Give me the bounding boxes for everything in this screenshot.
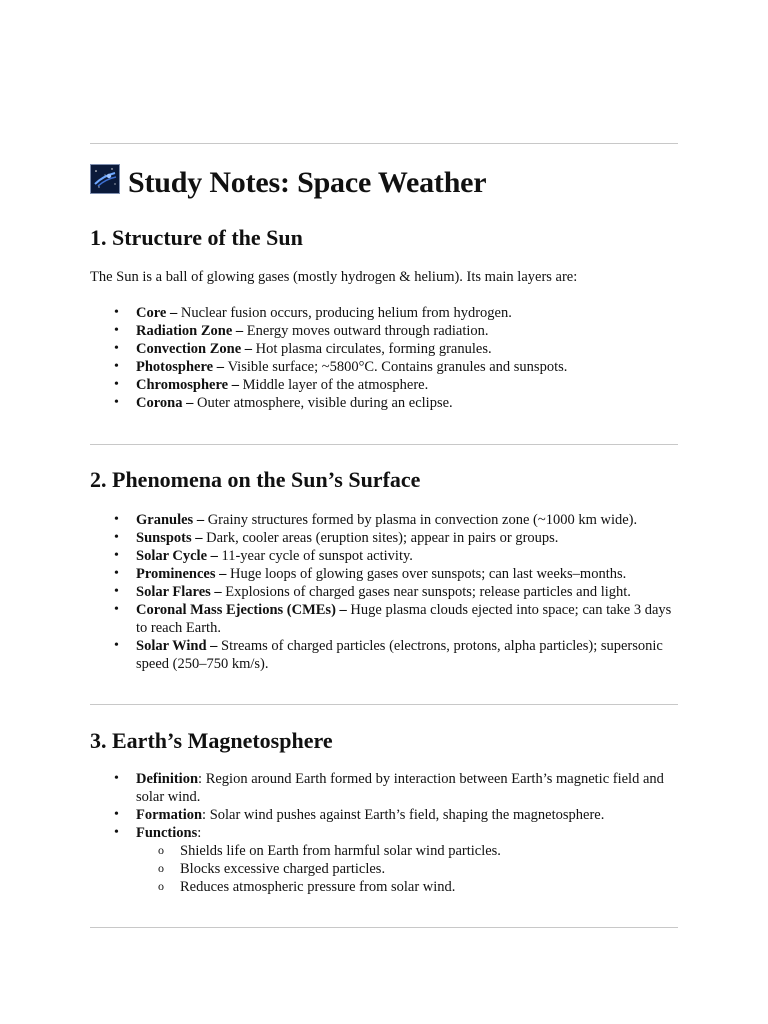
list-item [90, 637, 678, 673]
item-separator: – [191, 530, 207, 546]
list-item [90, 511, 678, 529]
divider [90, 143, 678, 144]
divider [90, 927, 678, 928]
space-image-icon [90, 164, 120, 194]
item-description: Outer atmosphere, visible during an eclipse. [196, 395, 453, 411]
item-description: Huge plasma clouds ejected into space; can take 3 days to reach Earth. [136, 602, 672, 636]
item-description: Huge loops of glowing gases over sunspots; can last weeks–months. [229, 566, 627, 582]
item-separator: – [207, 548, 222, 564]
item-term: Core [136, 305, 167, 321]
item-separator: – [193, 512, 208, 528]
item-separator: – [215, 566, 230, 582]
sublist-item: o Shields life on Earth from harmful solar wind particles. [136, 842, 678, 860]
list-item [90, 770, 678, 806]
item-term: Prominences [136, 566, 216, 582]
item-separator: : [198, 771, 206, 787]
item-description: Energy moves outward through radiation. [246, 323, 489, 339]
list-item [90, 358, 678, 376]
item-description: Dark, cooler areas (eruption sites); appear in pairs or groups. [206, 530, 559, 546]
item-description: Explosions of charged gases near sunspots; release particles and light. [225, 584, 631, 600]
item-term: Functions [136, 825, 198, 841]
item-separator: – [182, 395, 197, 411]
item-term: Solar Wind [136, 638, 207, 654]
item-description: Solar wind pushes against Earth’s field, shaping the magnetosphere. [209, 807, 605, 823]
list-item [90, 565, 678, 583]
sublist-item: o Blocks excessive charged particles. [136, 860, 678, 878]
list-item [90, 304, 678, 322]
list-item [90, 376, 678, 394]
sublist-item: o Reduces atmospheric pressure from solar wind. [136, 878, 678, 896]
sun-layers-list [90, 304, 678, 412]
item-separator: – [210, 584, 226, 600]
item-term: Photosphere [136, 359, 214, 375]
item-term: Definition [136, 771, 199, 787]
title-row [90, 163, 486, 203]
item-term: Radiation Zone [136, 323, 233, 339]
section-intro: The Sun is a ball of glowing gases (mostly hydrogen & helium). Its main layers are: [90, 269, 578, 285]
item-separator: – [213, 359, 228, 375]
item-term: Chromosphere [136, 377, 229, 393]
item-separator: – [335, 602, 351, 618]
functions-sublist [136, 842, 678, 896]
item-description: Streams of charged particles (electrons, protons, alpha particles); supersonic speed (250–750 km/s). [136, 638, 663, 672]
list-item [90, 583, 678, 601]
item-separator: – [241, 341, 256, 357]
item-description: Region around Earth formed by interaction between Earth’s magnetic field and solar wind. [136, 771, 664, 805]
page-title: Study Notes: Space Weather [128, 166, 487, 199]
item-separator: : [197, 825, 202, 841]
item-term: Sunspots [136, 530, 192, 546]
divider [90, 704, 678, 705]
item-separator: : [202, 807, 210, 823]
section-heading-magnetosphere: 3. Earth’s Magnetosphere [90, 728, 333, 753]
item-separator: – [166, 305, 181, 321]
item-description: Middle layer of the atmosphere. [242, 377, 429, 393]
list-item [90, 529, 678, 547]
item-description: Nuclear fusion occurs, producing helium from hydrogen. [180, 305, 512, 321]
divider [90, 444, 678, 445]
item-separator: – [228, 377, 243, 393]
item-term: Solar Cycle [136, 548, 208, 564]
list-item [90, 547, 678, 565]
list-item [90, 394, 678, 412]
item-description: Grainy structures formed by plasma in convection zone (~1000 km wide). [207, 512, 638, 528]
list-item [90, 340, 678, 358]
item-description: Visible surface; ~5800°C. Contains granules and sunspots. [227, 359, 568, 375]
item-description: Hot plasma circulates, forming granules. [255, 341, 492, 357]
list-item [90, 806, 678, 824]
item-description: 11-year cycle of sunspot activity. [221, 548, 413, 564]
item-term: Formation [136, 807, 203, 823]
item-term: Granules [136, 512, 194, 528]
list-item [90, 824, 678, 896]
list-item [90, 601, 678, 637]
item-term: Convection Zone [136, 341, 242, 357]
phenomena-list [90, 511, 678, 673]
item-term: Solar Flares [136, 584, 211, 600]
section-heading-structure: 1. Structure of the Sun [90, 225, 303, 250]
item-term: Corona [136, 395, 183, 411]
list-item [90, 322, 678, 340]
item-separator: – [206, 638, 222, 654]
item-term: Coronal Mass Ejections (CMEs) [136, 602, 336, 618]
section-heading-phenomena: 2. Phenomena on the Sun’s Surface [90, 467, 421, 492]
item-separator: – [232, 323, 247, 339]
magnetosphere-list [90, 770, 678, 896]
